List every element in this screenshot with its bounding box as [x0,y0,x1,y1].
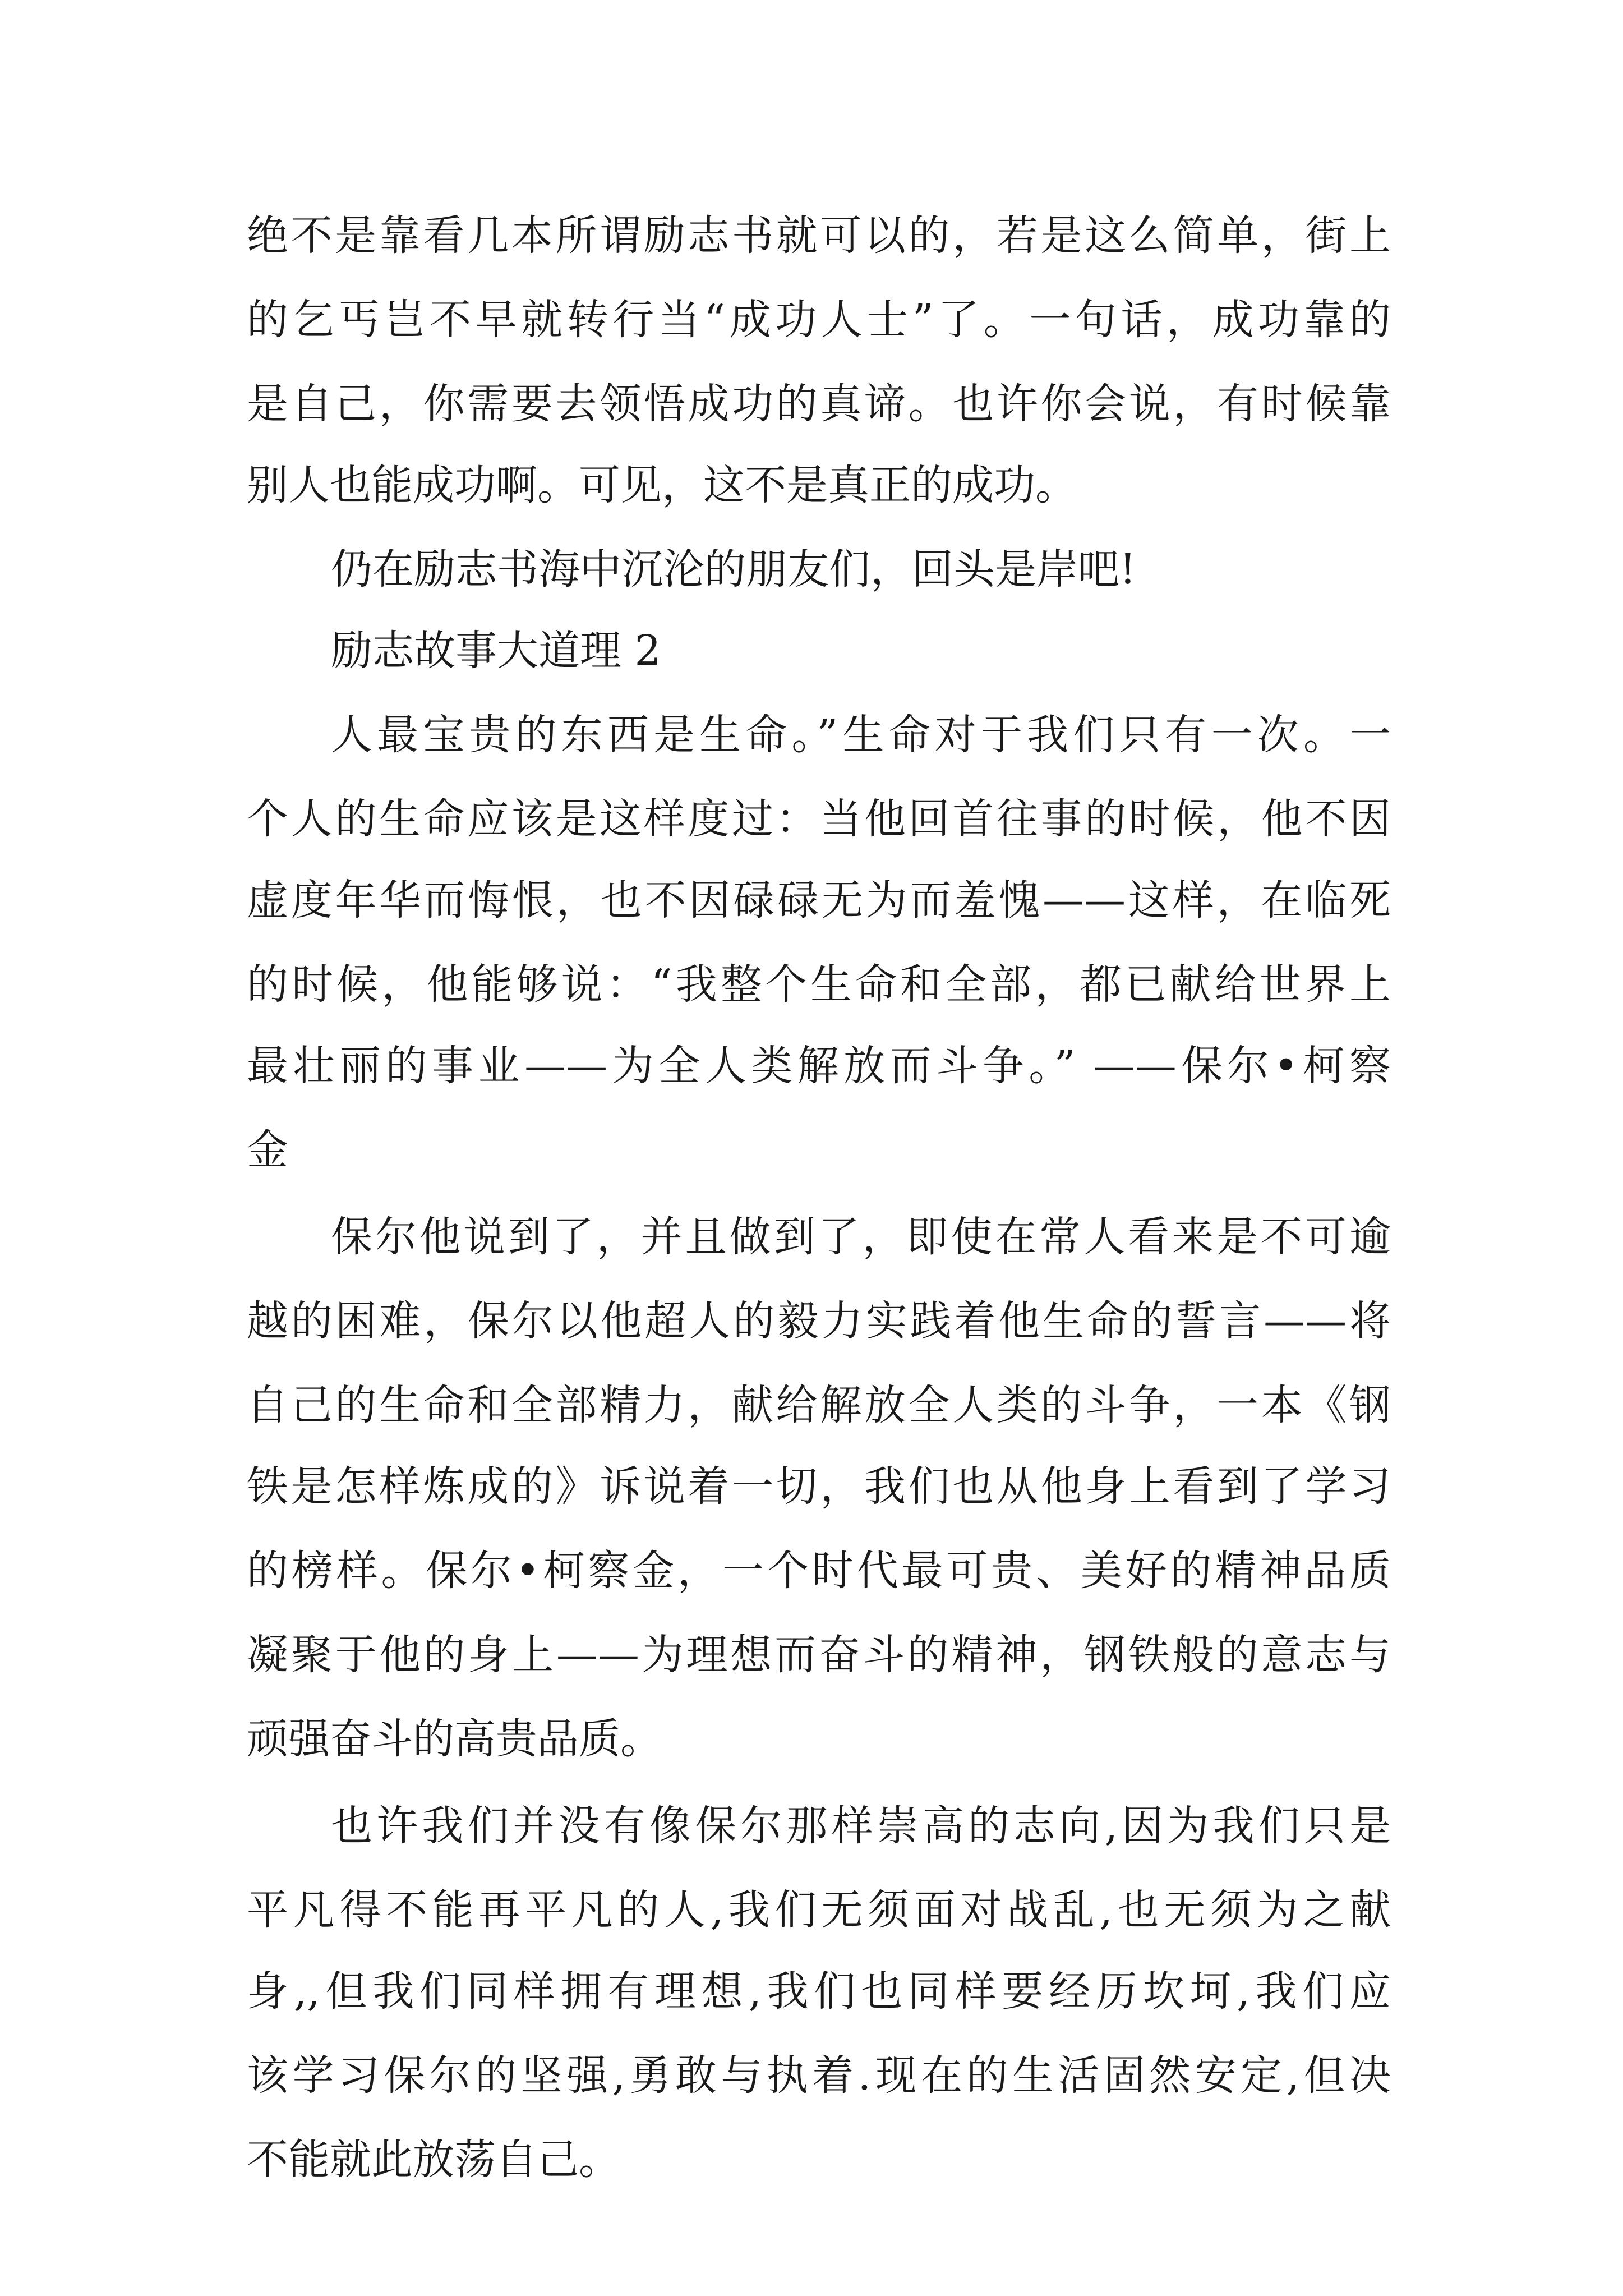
text-line: 人最宝贵的东西是生命。”生命对于我们只有一次。一 [331,711,1391,759]
text-line: 绝不是靠看几本所谓励志书就可以的，若是这么简单，街上 [247,211,1391,260]
text-line: 该学习保尔的坚强,勇敢与执着.现在的生活固然安定,但决 [247,2051,1391,2100]
text-line: 虚度年华而悔恨，也不因碌碌无为而羞愧——这样，在临死 [247,876,1391,924]
text-line: 凝聚于他的身上——为理想而奋斗的精神，钢铁般的意志与 [247,1631,1391,1679]
section-heading: 励志故事大道理 2 [331,627,661,675]
text-line: 是自己，你需要去领悟成功的真谛。也许你会说，有时候靠 [247,380,1391,428]
text-line: 仍在励志书海中沉沦的朋友们，回头是岸吧! [331,545,1136,593]
text-line: 个人的生命应该是这样度过：当他回首往事的时候，他不因 [247,795,1391,843]
text-line: 也许我们并没有像保尔那样崇高的志向,因为我们只是 [331,1802,1391,1850]
text-line: 别人也能成功啊。可见，这不是真正的成功。 [247,461,1077,509]
text-line: 铁是怎样炼成的》诉说着一切，我们也从他身上看到了学习 [247,1462,1391,1511]
text-line: 身,,但我们同样拥有理想,我们也同样要经历坎坷,我们应 [247,1967,1391,2016]
text-line: 不能就此放荡自己。 [247,2136,620,2184]
text-line: 金 [247,1126,288,1174]
text-line: 自己的生命和全部精力，献给解放全人类的斗争，一本《钢 [247,1381,1391,1429]
text-line: 顽强奋斗的高贵品质。 [247,1715,662,1763]
text-line: 的榜样。保尔•柯察金，一个时代最可贵、美好的精神品质 [247,1547,1391,1595]
text-line: 保尔他说到了，并且做到了，即使在常人看来是不可逾 [331,1213,1391,1261]
text-line: 的时候，他能够说：“我整个生命和全部，都已献给世界上 [247,960,1391,1009]
text-line: 越的困难，保尔以他超人的毅力实践着他生命的誓言——将 [247,1297,1391,1345]
text-line: 平凡得不能再平凡的人,我们无须面对战乱,也无须为之献 [247,1886,1391,1934]
text-line: 的乞丐岂不早就转行当“成功人士”了。一句话，成功靠的 [247,296,1391,344]
text-line: 最壮丽的事业——为全人类解放而斗争。” ——保尔•柯察 [247,1042,1391,1090]
